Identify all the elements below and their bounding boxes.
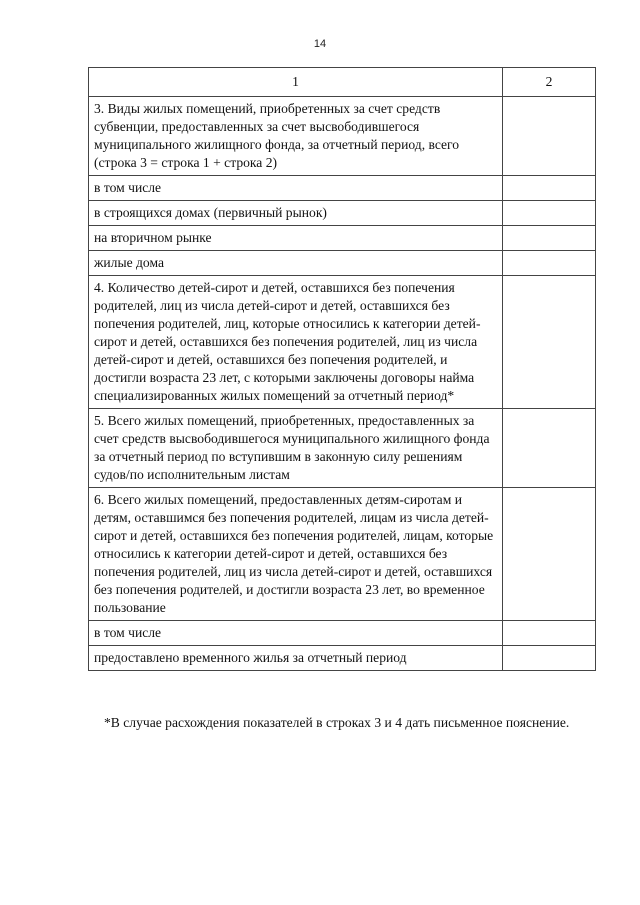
table-row bbox=[89, 226, 596, 251]
table-header-row bbox=[89, 68, 596, 97]
row-value-cell bbox=[503, 201, 596, 226]
table-row bbox=[89, 201, 596, 226]
row-label: жилые дома bbox=[89, 251, 503, 276]
table-row bbox=[89, 646, 596, 671]
row-label: в строящихся домах (первичный рынок) bbox=[89, 201, 503, 226]
row-value-cell bbox=[503, 488, 596, 621]
row-value-cell bbox=[503, 176, 596, 201]
table-row bbox=[89, 176, 596, 201]
column-header-2: 2 bbox=[503, 68, 596, 97]
row-value-cell bbox=[503, 97, 596, 176]
table-row bbox=[89, 276, 596, 409]
row-value-cell bbox=[503, 621, 596, 646]
page-number: 14 bbox=[313, 38, 327, 50]
row-value-cell bbox=[503, 276, 596, 409]
row-label: предоставлено временного жилья за отчетный период bbox=[89, 646, 503, 671]
table-row bbox=[89, 251, 596, 276]
column-header-1: 1 bbox=[89, 68, 503, 97]
table-row bbox=[89, 97, 596, 176]
row-value-cell bbox=[503, 646, 596, 671]
table-row bbox=[89, 409, 596, 488]
footnote: *В случае расхождения показателей в строках 3 и 4 дать письменное пояснение. bbox=[104, 715, 570, 730]
row-label: 6. Всего жилых помещений, предоставленных детям-сиротам и детям, оставшимся без попечения родителей, лицам из числа детей-сирот и детей, оставшихся без попечения родителей, лицам, которые относились к категории детей-сирот и детей, оставшихся без попечения родителей, лиц из числа детей-сирот и детей, оставшихся без попечения родителей, и достигли возраста 23 лет, во временное пользование bbox=[89, 488, 503, 621]
row-value-cell bbox=[503, 409, 596, 488]
row-label: 3. Виды жилых помещений, приобретенных за счет средств субвенции, предоставленных за счет высвободившегося муниципального жилищного фонда, за отчетный период, всего (строка 3 = строка 1 + строка 2) bbox=[89, 97, 503, 176]
report-table bbox=[88, 67, 596, 671]
row-label: в том числе bbox=[89, 176, 503, 201]
row-label: в том числе bbox=[89, 621, 503, 646]
row-value-cell bbox=[503, 226, 596, 251]
row-label: 4. Количество детей-сирот и детей, оставшихся без попечения родителей, лиц из числа детей-сирот и детей, оставшихся без попечения родителей, лиц, которые относились к категории детей-сирот и детей, оставшихся без попечения родителей, лиц из числа детей-сирот и детей, оставшихся без попечения родителей, и достигли возраста 23 лет, с которыми заключены договоры найма специализированных жилых помещений за отчетный период* bbox=[89, 276, 503, 409]
row-label: на вторичном рынке bbox=[89, 226, 503, 251]
row-value-cell bbox=[503, 251, 596, 276]
table-row bbox=[89, 488, 596, 621]
table-row bbox=[89, 621, 596, 646]
row-label: 5. Всего жилых помещений, приобретенных, предоставленных за счет средств высвободившегося муниципального жилищного фонда за отчетный период по вступившим в законную силу решениям судов/по исполнительным листам bbox=[89, 409, 503, 488]
